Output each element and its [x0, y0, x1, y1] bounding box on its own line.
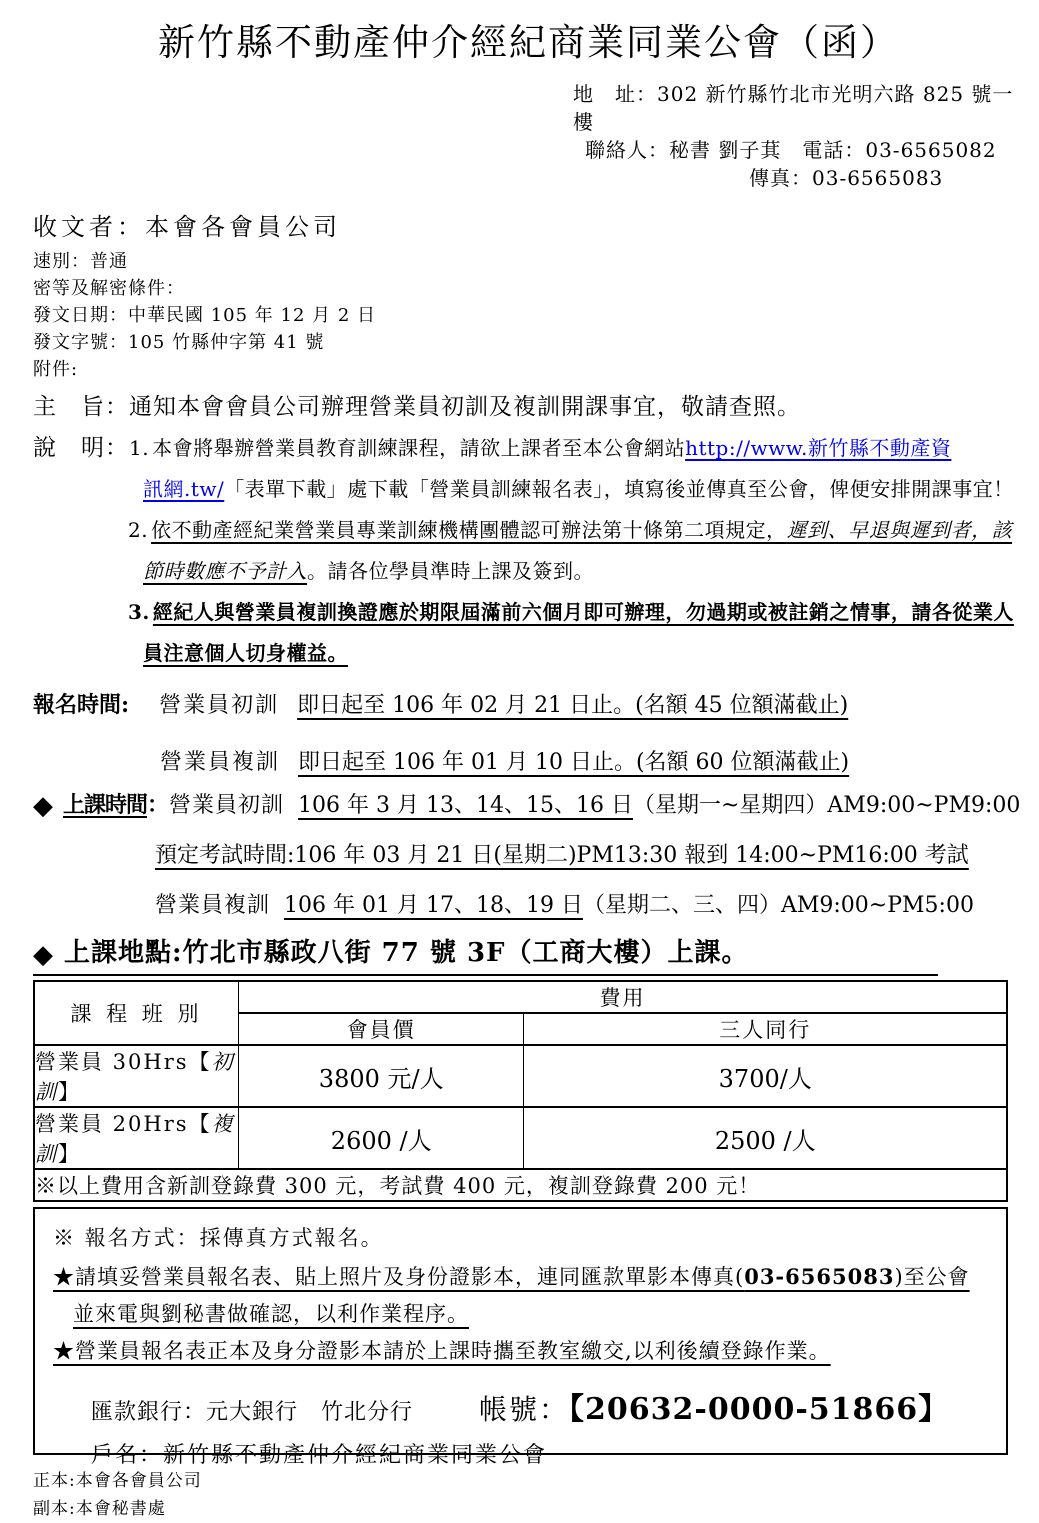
course-name-text: 營業員 20Hrs【 [35, 1112, 212, 1136]
course-name-cell [34, 1107, 238, 1169]
copy-lines [33, 1467, 1024, 1523]
signup-note-1 [53, 1258, 990, 1333]
fee-note-row [34, 1169, 1007, 1201]
attachment-line: 附件: [33, 359, 79, 380]
document-meta [33, 210, 1024, 383]
initial-period: 即日起至 106 年 02 月 21 日止。(名額 45 位額滿截止) [297, 693, 849, 718]
explanation-label: 說 明： [33, 435, 129, 461]
class-time-refresher-line [33, 891, 1024, 921]
refresher-course-name: 營業員複訓 [155, 893, 271, 918]
star-icon: ★ [53, 1339, 75, 1363]
course-header-cell: 課 程 班 別 [34, 981, 238, 1045]
initial-course-name: 營業員初訓 [159, 693, 280, 718]
page-title: 新竹縣不動產仲介經紀商業同業公會（函） [158, 21, 899, 64]
registration-initial-line [33, 690, 1024, 721]
course-name-bracket: 】 [58, 1080, 81, 1104]
course-name-bracket: 】 [58, 1142, 81, 1166]
registration-label: 報名時間: [33, 692, 130, 718]
fee-header-cell: 費用 [238, 981, 1007, 1013]
member-price-header: 會員價 [238, 1013, 524, 1045]
account-label: 帳號： [479, 1393, 570, 1426]
table-row-initial [34, 1045, 1007, 1107]
class-time-section [33, 790, 1024, 921]
refresher-course-name: 營業員複訓 [160, 750, 281, 775]
class-time-initial-line [33, 790, 1024, 821]
association-website-link[interactable]: http://www.新竹縣不動產資 [685, 436, 952, 460]
initial-dates: 106 年 3 月 13、14、15、16 日 [298, 793, 633, 818]
initial-weekdays-hours: （星期一~星期四）AM9:00~PM9:00 [632, 793, 1021, 818]
exam-time-line [33, 841, 1024, 871]
diamond-bullet-icon: ◆ [33, 791, 53, 821]
address-line: 地 址：302 新竹縣竹北市光明六路 825 號一樓 [573, 82, 1014, 134]
contact-block [573, 80, 1024, 192]
note1-text-post: )至公會並來電與劉秘書做確認，以利作業程序。 [73, 1265, 970, 1326]
group-price-cell: 2500 /人 [524, 1107, 1007, 1169]
exam-time-text: 預定考試時間:106 年 03 月 21 日(星期二)PM13:30 報到 14:00~PM16:00 考試 [155, 843, 969, 868]
course-type-text: 複訓 [35, 1112, 235, 1166]
explanation-item-3 [33, 592, 1024, 674]
location-text: 竹北市縣政八街 77 號 3F（工商大樓）上課。 [182, 938, 749, 968]
account-number: 【20632-0000-51866】 [569, 1392, 950, 1427]
fax-line: 傳真：03-6565083 [749, 166, 944, 190]
table-row-refresher [34, 1107, 1007, 1169]
note1-text: 請填妥營業員報名表、貼上照片及身份證影本，連同匯款單影本傳真( [75, 1265, 745, 1289]
star-icon: ★ [53, 1265, 75, 1289]
subject-line [33, 387, 1024, 428]
class-time-colon: ： [147, 792, 170, 818]
registration-section [33, 690, 1024, 778]
course-name-text: 營業員 30Hrs【 [35, 1050, 212, 1074]
item2-rule-text: 依不動產經紀業營業員專業訓練機構團體認可辦法第十條第二項規定， [151, 518, 787, 542]
association-website-link-wrap[interactable]: 訊網.tw/ [143, 477, 225, 501]
class-time-label: 上課時間 [63, 792, 148, 818]
item-number: 3. [128, 600, 150, 624]
original-copy-line: 正本:本會各會員公司 [33, 1471, 202, 1491]
bank-info-line [53, 1384, 990, 1428]
explanation-item-1 [33, 428, 1024, 510]
signup-box [33, 1207, 1008, 1468]
location-label: 上課地點: [64, 938, 183, 968]
member-price-cell: 2600 /人 [238, 1107, 524, 1169]
refresher-dates: 106 年 01 月 17、18、19 日 [284, 893, 583, 918]
doc-number-line: 發文字號：105 竹縣仲字第 41 號 [33, 332, 325, 353]
location-section [33, 937, 938, 976]
item2-late-rule-text: 遲到、早退與遲到者，該節時數應不予計入 [143, 518, 1013, 583]
recipient-line: 收文者：本會各會員公司 [33, 213, 341, 241]
fee-note-cell: ※以上費用含新訓登錄費 300 元，考試費 400 元，複訓登錄費 200 元！ [34, 1169, 1007, 1201]
member-price-cell: 3800 元/人 [238, 1045, 524, 1107]
diamond-bullet-icon: ◆ [33, 940, 54, 970]
refresher-weekdays-hours: （星期二、三、四）AM9:00~PM5:00 [582, 893, 974, 918]
speed-line: 速別：普通 [33, 251, 128, 272]
signup-method-line: ※ 報名方式：採傳真方式報名。 [53, 1226, 384, 1250]
cc-copy-line: 副本:本會秘書處 [33, 1499, 166, 1519]
item1-text: 本會將舉辦營業員教育訓練課程，請欲上課者至本公會網站 [152, 436, 686, 460]
subject-text: 通知本會會員公司辦理營業員初訓及複訓開課事宜，敬請查照。 [129, 394, 801, 420]
item2-rest-text: 。請各位學員準時上課及簽到。 [307, 559, 594, 583]
item1-text-post: 「表單下載」處下載「營業員訓練報名表」，填寫後並傳真至公會，俾便安排開課事宜！ [224, 477, 1014, 501]
fee-header-row [34, 981, 1007, 1013]
item-number: 2. [128, 518, 149, 542]
course-type-text: 初訓 [35, 1050, 235, 1104]
issue-date-line: 發文日期：中華民國 105 年 12 月 2 日 [33, 305, 377, 326]
registration-refresher-line [33, 748, 1024, 778]
fee-table [33, 980, 1008, 1202]
note2-text: 營業員報名表正本及身分證影本請於上課時攜至教室繳交,以利後續登錄作業。 [75, 1339, 831, 1363]
group-price-header: 三人同行 [524, 1013, 1007, 1045]
refresher-period: 即日起至 106 年 01 月 10 日止。(名額 60 位額滿截止) [298, 750, 850, 775]
item-number: 1. [129, 436, 150, 460]
group-price-cell: 3700/人 [524, 1045, 1007, 1107]
item3-text: 經紀人與營業員複訓換證應於期限屆滿前六個月即可辦理，勿過期或被註銷之情事，請各從業人員注意個人切身權益。 [143, 600, 1014, 665]
security-line: 密等及解密條件： [33, 278, 185, 299]
contact-person-line: 聯絡人：秘書 劉子萁 電話：03-6565082 [585, 138, 997, 162]
account-holder-line: 戶名：新竹縣不動產仲介經紀商業同業公會 [91, 1443, 548, 1468]
signup-note-2 [53, 1333, 990, 1370]
fax-number: 03-6565083 [744, 1264, 895, 1289]
explanation-item-2 [33, 510, 1024, 592]
initial-course-name: 營業員初訓 [169, 793, 285, 818]
subject-label: 主 旨： [33, 394, 129, 420]
bank-branch-text: 匯款銀行：元大銀行 竹北分行 [91, 1400, 414, 1425]
letter-body [33, 387, 1024, 674]
course-name-cell [34, 1045, 238, 1107]
